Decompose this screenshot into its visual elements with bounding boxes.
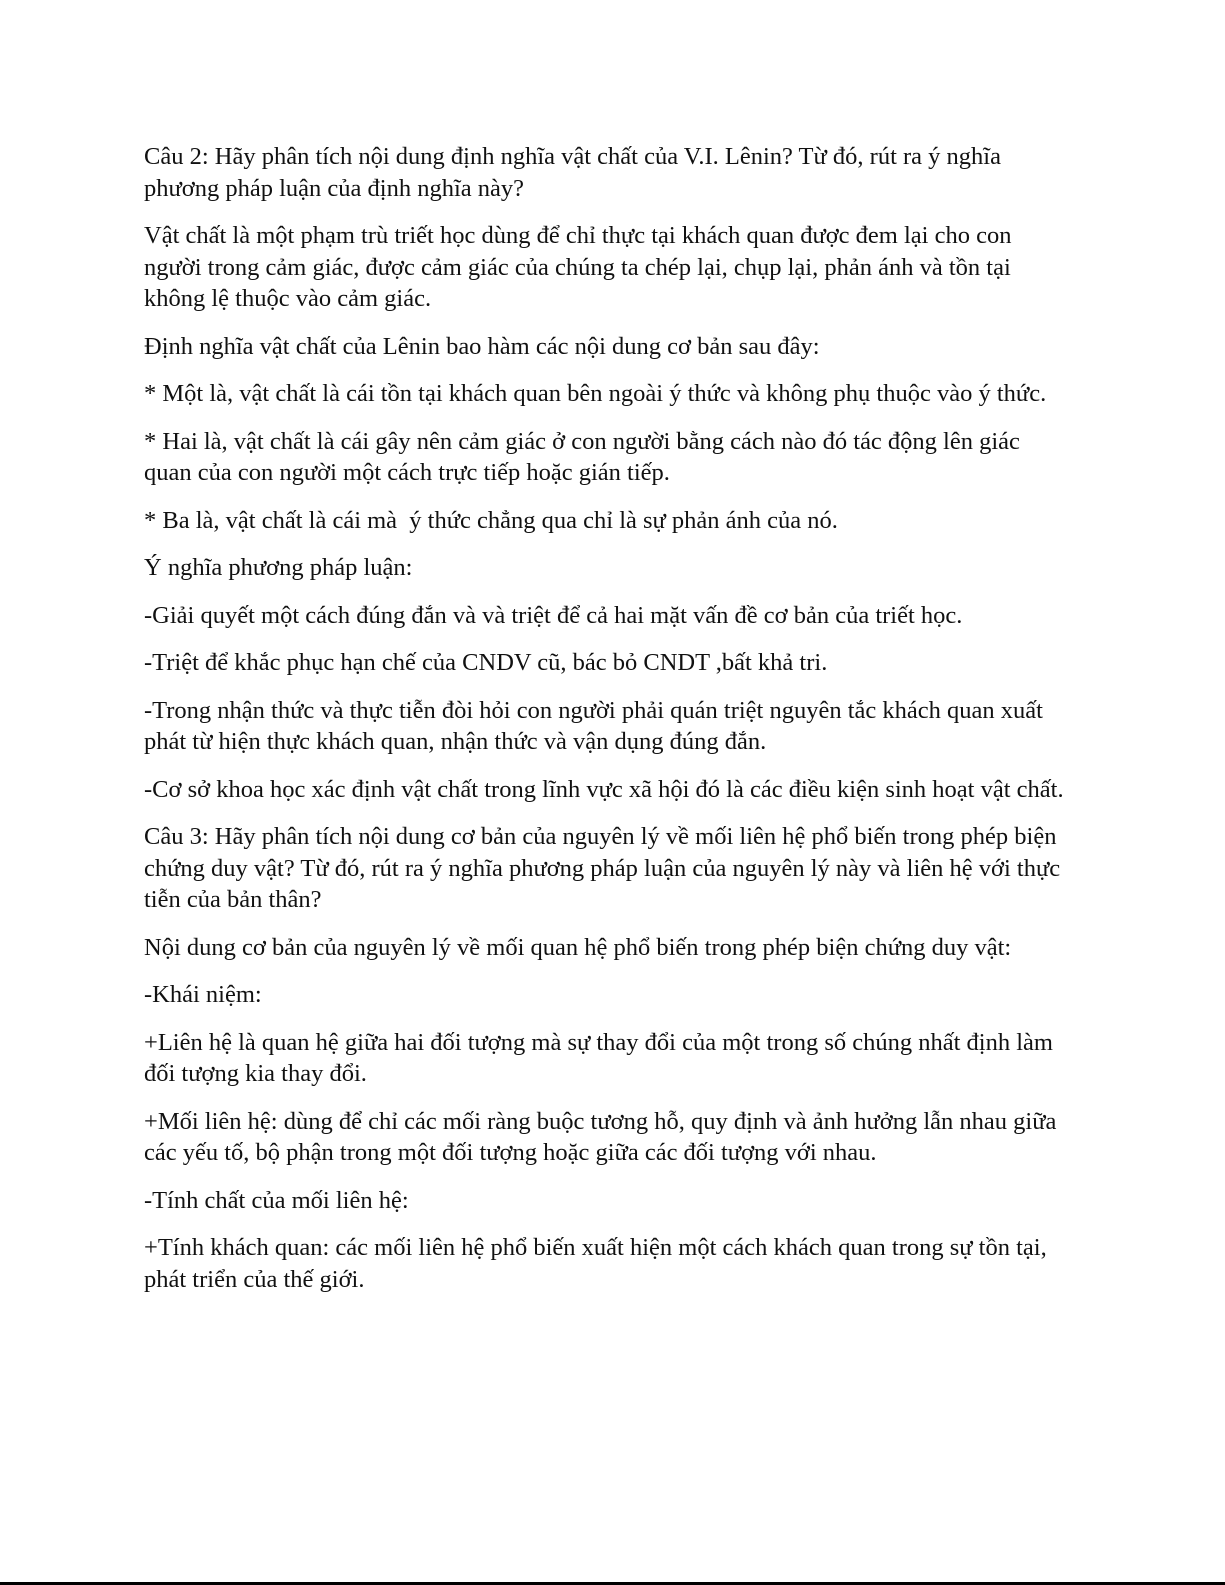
property-item-1: +Tính khách quan: các mối liên hệ phổ biến xuất hiện một cách khách quan trong sự tồn tại, phát triển của thế giới. bbox=[144, 1234, 1053, 1293]
properties-heading: -Tính chất của mối liên hệ: bbox=[144, 1186, 409, 1214]
question-3-heading: Câu 3: Hãy phân tích nội dung cơ bản của nguyên lý về mối liên hệ phổ biến trong phép biện chứng duy vật? Từ đó, rút ra ý nghĩa phương pháp luận của nguyên lý này và liên hệ với thực tiễn của bản thân? bbox=[144, 823, 1067, 913]
paragraph-definition-intro: Định nghĩa vật chất của Lênin bao hàm các nội dung cơ bản sau đây: bbox=[144, 332, 820, 360]
methodology-heading: Ý nghĩa phương pháp luận: bbox=[144, 554, 413, 581]
methodology-item-2: -Triệt để khắc phục hạn chế của CNDV cũ, bác bỏ CNDT ,bất khả tri. bbox=[144, 649, 828, 676]
paragraph-matter-definition: Vật chất là một phạm trù triết học dùng để chỉ thực tại khách quan được đem lại cho con người trong cảm giác, được cảm giác của chúng ta chép lại, chụp lại, phản ánh và tồn tại không lệ thuộc vào cảm giác. bbox=[144, 222, 1018, 312]
concept-item-2: +Mối liên hệ: dùng để chỉ các mối ràng buộc tương hỗ, quy định và ảnh hưởng lẫn nhau giữa các yếu tố, bộ phận trong một đối tượng hoặc giữa các đối tượng với nhau. bbox=[144, 1107, 1063, 1166]
document-body bbox=[144, 141, 1069, 1311]
question-2-heading: Câu 2: Hãy phân tích nội dung định nghĩa vật chất của V.I. Lênin? Từ đó, rút ra ý nghĩa phương pháp luận của định nghĩa này? bbox=[144, 143, 1008, 202]
concept-heading: -Khái niệm: bbox=[144, 981, 262, 1008]
bullet-point-three: * Ba là, vật chất là cái mà ý thức chẳng qua chỉ là sự phản ánh của nó. bbox=[144, 506, 838, 534]
bullet-point-two: * Hai là, vật chất là cái gây nên cảm giác ở con người bằng cách nào đó tác động lên giác quan của con người một cách trực tiếp hoặc gián tiếp. bbox=[144, 427, 1027, 486]
methodology-item-3: -Trong nhận thức và thực tiễn đòi hỏi con người phải quán triệt nguyên tắc khách quan xuất phát từ hiện thực khách quan, nhận thức và vận dụng đúng đắn. bbox=[144, 696, 1050, 755]
bullet-point-one: * Một là, vật chất là cái tồn tại khách quan bên ngoài ý thức và không phụ thuộc vào ý thức. bbox=[144, 380, 1047, 407]
methodology-item-1: -Giải quyết một cách đúng đắn và và triệt để cả hai mặt vấn đề cơ bản của triết học. bbox=[144, 601, 963, 629]
methodology-item-4: -Cơ sở khoa học xác định vật chất trong lĩnh vực xã hội đó là các điều kiện sinh hoạt vật chất. bbox=[144, 775, 1064, 803]
concept-item-1: +Liên hệ là quan hệ giữa hai đối tượng mà sự thay đổi của một trong số chúng nhất định làm đối tượng kia thay đổi. bbox=[144, 1028, 1060, 1087]
paragraph-principle-content: Nội dung cơ bản của nguyên lý về mối quan hệ phổ biến trong phép biện chứng duy vật: bbox=[144, 933, 1012, 961]
